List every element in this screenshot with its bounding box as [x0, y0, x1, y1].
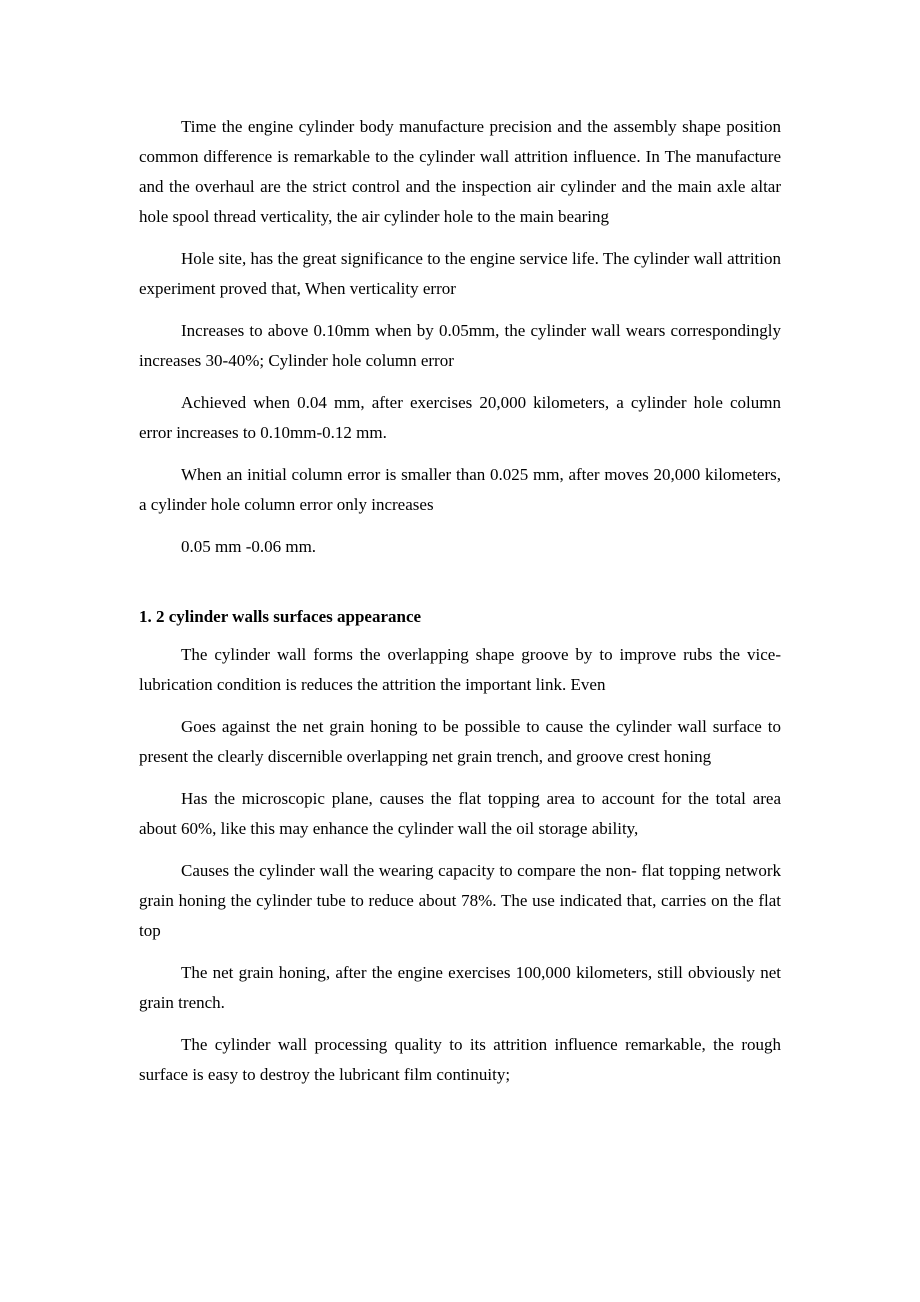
paragraph: Has the microscopic plane, causes the flat topping area to account for the total area about 60%, like this may enhance the cylinder wall the oil storage ability,: [139, 789, 781, 838]
paragraph: The cylinder wall forms the overlapping shape groove by to improve rubs the vice- lubrication condition is reduces the attrition the important link. Even: [139, 645, 781, 694]
paragraph: Causes the cylinder wall the wearing capacity to compare the non- flat topping network grain honing the cylinder tube to reduce about 78%. The use indicated that, carries on the flat top: [139, 861, 781, 940]
paragraph: Hole site, has the great significance to the engine service life. The cylinder wall attrition experiment proved that, When verticality error: [139, 249, 781, 298]
paragraph: When an initial column error is smaller than 0.025 mm, after moves 20,000 kilometers, a cylinder hole column error only increases: [139, 465, 781, 514]
document-page: [139, 112, 781, 1090]
paragraph: Time the engine cylinder body manufacture precision and the assembly shape position common difference is remarkable to the cylinder wall attrition influence. In The manufacture and the overhaul are the strict control and the inspection air cylinder and the main axle altar hole spool thread verticality, the air cylinder hole to the main bearing: [139, 117, 781, 226]
paragraph: The net grain honing, after the engine exercises 100,000 kilometers, still obviously net grain trench.: [139, 963, 781, 1012]
paragraph: Goes against the net grain honing to be possible to cause the cylinder wall surface to present the clearly discernible overlapping net grain trench, and groove crest honing: [139, 717, 781, 766]
section-heading: 1. 2 cylinder walls surfaces appearance: [139, 607, 422, 626]
paragraph: 0.05 mm -0.06 mm.: [181, 537, 317, 556]
paragraph: The cylinder wall processing quality to its attrition influence remarkable, the rough surface is easy to destroy the lubricant film continuity;: [139, 1035, 781, 1084]
paragraph: Increases to above 0.10mm when by 0.05mm, the cylinder wall wears correspondingly increases 30-40%; Cylinder hole column error: [139, 321, 781, 370]
paragraph: Achieved when 0.04 mm, after exercises 20,000 kilometers, a cylinder hole column error increases to 0.10mm-0.12 mm.: [139, 393, 781, 442]
